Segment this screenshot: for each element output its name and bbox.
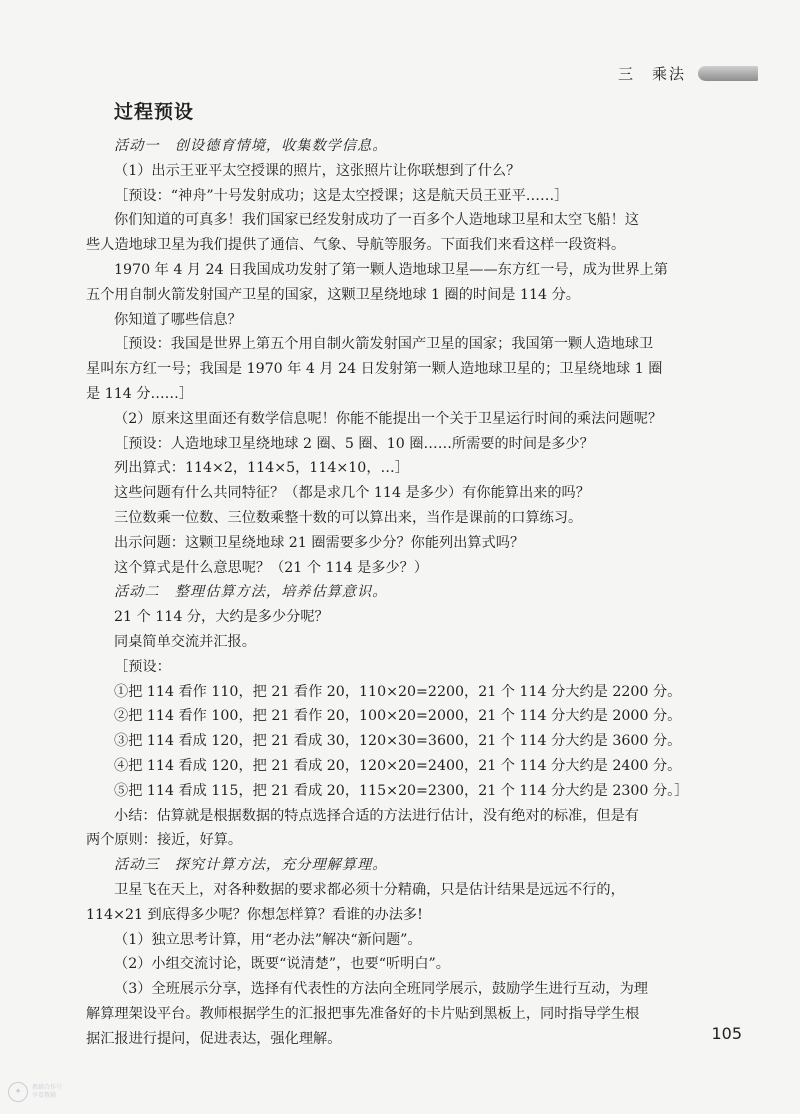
- header-tab-decoration: [698, 66, 758, 81]
- text-line: ①把 114 看作 110，把 21 看作 20，110×20=2200，21 个 114 分大约是 2200 分。: [114, 683, 682, 700]
- text-line: 卫星飞在天上，对各种数据的要求都必须十分精确，只是估计结果是远远不行的，: [114, 881, 625, 898]
- text-line: （1）独立思考计算，用“老办法”解决“新问题”。: [114, 931, 422, 948]
- text-line: （2）小组交流讨论，既要“说清楚”，也要“听明白”。: [114, 956, 450, 973]
- text-line: 解算理架设平台。教师根据学生的汇报把事先准备好的卡片贴到黑板上，同时指导学生根: [86, 1005, 640, 1022]
- activity-heading: 活动二 整理估算方法，培养估算意识。: [114, 584, 388, 601]
- watermark-logo-icon: ✦: [8, 1082, 28, 1102]
- text-line: 114×21 到底得多少呢？你想怎样算？看谁的办法多!: [86, 906, 423, 923]
- text-line: 这些问题有什么共同特征？（都是求几个 114 是多少）有你能算出来的吗？: [114, 485, 590, 502]
- text-line: ［预设：人造地球卫星绕地球 2 圈、5 圈、10 圈……所需要的时间是多少？: [114, 435, 594, 452]
- watermark-line: 教辅合作号: [32, 1084, 63, 1091]
- page-body: [86, 98, 746, 1051]
- watermark: [8, 1080, 78, 1104]
- text-line: 你知道了哪些信息？: [114, 311, 242, 328]
- chapter-label: 三 乘法: [617, 64, 686, 83]
- text-line: 21 个 114 分，大约是多少分呢？: [114, 609, 329, 626]
- text-line: 同桌简单交流并汇报。: [114, 633, 256, 650]
- text-line: 这个算式是什么意思呢？（21 个 114 是多少？）: [114, 559, 429, 576]
- text-line: 小结：估算就是根据数据的特点选择合适的方法进行估计，没有绝对的标准，但是有: [114, 807, 639, 824]
- text-line: 你们知道的可真多！我们国家已经发射成功了一百多个人造地球卫星和太空飞船！这: [114, 212, 639, 229]
- text-line: 是 114 分……］: [86, 385, 194, 402]
- text-line: （1）出示王亚平太空授课的照片，这张照片让你联想到了什么？: [114, 162, 521, 179]
- text-line: 些人造地球卫星为我们提供了通信、气象、导航等服务。下面我们来看这样一段资料。: [86, 237, 626, 254]
- text-line: ⑤把 114 看成 115，把 21 看成 20，115×20=2300，21 个 114 分大约是 2300 分。］: [114, 782, 689, 799]
- watermark-line: 享看教辅: [32, 1092, 57, 1099]
- text-line: 三位数乘一位数、三位数乘整十数的可以算出来，当作是课前的口算练习。: [114, 509, 583, 526]
- text-line: 星叫东方红一号；我国是 1970 年 4 月 24 日发射第一颗人造地球卫星的；卫星绕地球 1 圈: [86, 361, 663, 378]
- page-number: 105: [711, 1024, 742, 1043]
- text-line: （2）原来这里面还有数学信息呢！你能不能提出一个关于卫星运行时间的乘法问题呢？: [114, 410, 663, 427]
- text-line: 两个原则：接近，好算。: [86, 832, 243, 849]
- watermark-text: [32, 1084, 62, 1100]
- text-line: ［预设：“神舟”十号发射成功；这是太空授课；这是航天员王亚平……］: [114, 187, 569, 204]
- text-line: 五个用自制火箭发射国产卫星的国家，这颗卫星绕地球 1 圈的时间是 114 分。: [86, 286, 580, 303]
- text-line: （3）全班展示分享，选择有代表性的方法向全班同学展示，鼓励学生进行互动，为理: [114, 981, 648, 998]
- text-line: ②把 114 看作 100，把 21 看作 20，100×20=2000，21 个 114 分大约是 2000 分。: [114, 708, 682, 725]
- running-header: [618, 62, 758, 84]
- text-line: 出示问题：这颗卫星绕地球 21 圈需要多少分？你能列出算式吗？: [114, 534, 525, 551]
- section-title: 过程预设: [114, 101, 195, 123]
- text-line: ［预设：: [114, 658, 171, 675]
- text-line: 列出算式：114×2，114×5，114×10，…］: [114, 460, 409, 477]
- text-line: ④把 114 看成 120，把 21 看成 20，120×20=2400，21 个 114 分大约是 2400 分。: [114, 757, 682, 774]
- text-line: 据汇报进行提问，促进表达，强化理解。: [86, 1030, 342, 1047]
- text-line: ③把 114 看成 120，把 21 看成 30，120×30=3600，21 个 114 分大约是 3600 分。: [114, 733, 682, 750]
- text-line: 1970 年 4 月 24 日我国成功发射了第一颗人造地球卫星——东方红一号，成为世界上第: [114, 261, 668, 278]
- activity-heading: 活动三 探究计算方法，充分理解算理。: [114, 857, 388, 874]
- activity-heading: 活动一 创设德育情境，收集数学信息。: [114, 138, 388, 154]
- text-line: ［预设：我国是世界上第五个用自制火箭发射国产卫星的国家；我国第一颗人造地球卫: [114, 336, 654, 353]
